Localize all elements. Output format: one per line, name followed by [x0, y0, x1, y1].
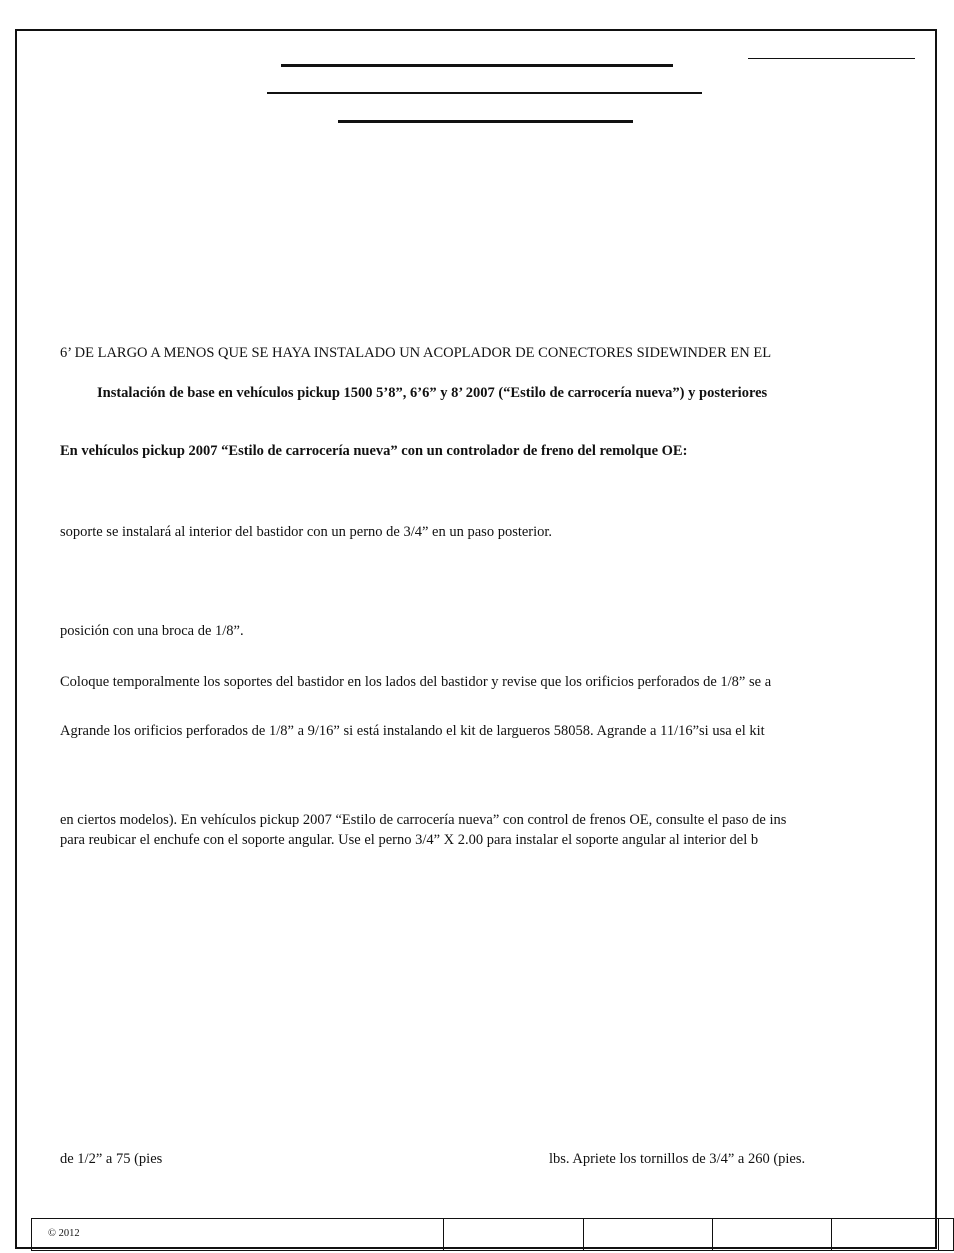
- instruction-text: posición con una broca de 1/8”.: [60, 623, 244, 639]
- torque-left-text: de 1/2” a 75 (pies: [60, 1151, 163, 1167]
- footer-cell-divider: [583, 1219, 584, 1250]
- torque-right-text: lbs. Apriete los tornillos de 3/4” a 260 (pies.: [549, 1151, 806, 1167]
- title-rule-3: [338, 120, 633, 123]
- footer-cell-divider: [938, 1219, 939, 1250]
- instruction-text: Coloque temporalmente los soportes del bastidor en los lados del bastidor y revise que los orificios perforados de 1/8” se a: [60, 674, 772, 690]
- instruction-text: en ciertos modelos). En vehículos pickup 2007 “Estilo de carrocería nueva” con control de frenos OE, consulte el paso de ins: [60, 812, 787, 828]
- instruction-text: Agrande los orificios perforados de 1/8” a 9/16” si está instalando el kit de largueros 58058. Agrande a 11/16”si usa el kit: [60, 723, 765, 739]
- footer-cell-divider: [443, 1219, 444, 1250]
- footer-cell-divider: [831, 1219, 832, 1250]
- title-rule-2: [267, 92, 702, 94]
- section-heading: Instalación de base en vehículos pickup 1500 5’8”, 6’6” y 8’ 2007 (“Estilo de carrocería nueva”) y posteriores: [97, 385, 768, 401]
- warning-line: 6’ DE LARGO A MENOS QUE SE HAYA INSTALADO UN ACOPLADOR DE CONECTORES SIDEWINDER EN EL: [60, 345, 772, 361]
- title-rule-1: [281, 64, 673, 67]
- subsection-heading: En vehículos pickup 2007 “Estilo de carrocería nueva” con un controlador de freno del remolque OE:: [60, 443, 688, 459]
- footer-cell-divider: [712, 1219, 713, 1250]
- copyright-text: © 2012: [48, 1228, 80, 1239]
- footer-bar: [31, 1218, 954, 1251]
- instruction-text: soporte se instalará al interior del bastidor con un perno de 3/4” en un paso posterior.: [60, 524, 553, 540]
- instruction-text: para reubicar el enchufe con el soporte angular. Use el perno 3/4” X 2.00 para instalar el soporte angular al interior del b: [60, 832, 759, 848]
- corner-rule: [748, 58, 915, 59]
